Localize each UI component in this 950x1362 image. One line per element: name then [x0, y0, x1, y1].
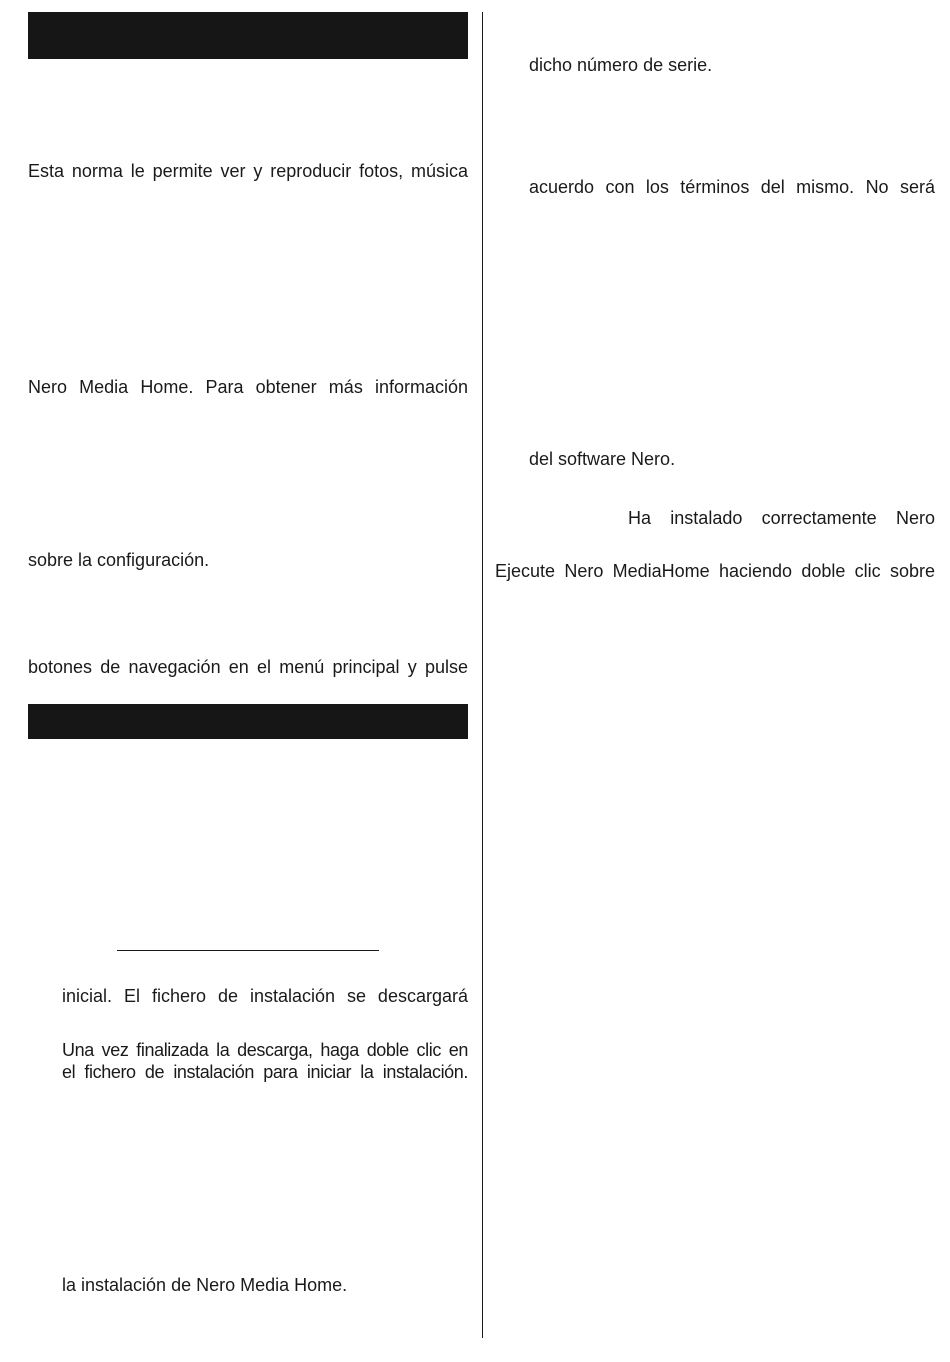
left-paragraph-nero-info: Nero Media Home. Para obtener más información — [28, 377, 468, 397]
underline-rule — [117, 950, 379, 951]
left-paragraph-photos-music: Esta norma le permite ver y reproducir fotos, música — [28, 161, 468, 181]
left-paragraph-configuration: sobre la configuración. — [28, 550, 210, 570]
right-paragraph-installed-successfully: Ha instalado correctamente Nero — [628, 508, 935, 528]
left-paragraph-nero-install: la instalación de Nero Media Home. — [62, 1275, 348, 1295]
right-paragraph-terms: acuerdo con los términos del mismo. No será — [529, 177, 935, 197]
right-paragraph-nero-software: del software Nero. — [529, 449, 676, 469]
left-paragraph-double-click-line-1: Una vez finalizada la descarga, haga doble clic en — [62, 1040, 468, 1060]
column-divider — [482, 12, 483, 1338]
left-paragraph-navigation-buttons: botones de navegación en el menú principal y pulse — [28, 657, 468, 677]
section-header-bar-top — [28, 12, 468, 59]
right-paragraph-run-mediahome: Ejecute Nero MediaHome haciendo doble clic sobre — [495, 561, 935, 581]
right-paragraph-serial-number: dicho número de serie. — [529, 55, 713, 75]
section-header-bar-middle — [28, 704, 468, 739]
left-paragraph-install-download: inicial. El fichero de instalación se descargará — [62, 986, 468, 1006]
left-paragraph-double-click-line-2: el fichero de instalación para iniciar la instalación. — [62, 1062, 468, 1082]
